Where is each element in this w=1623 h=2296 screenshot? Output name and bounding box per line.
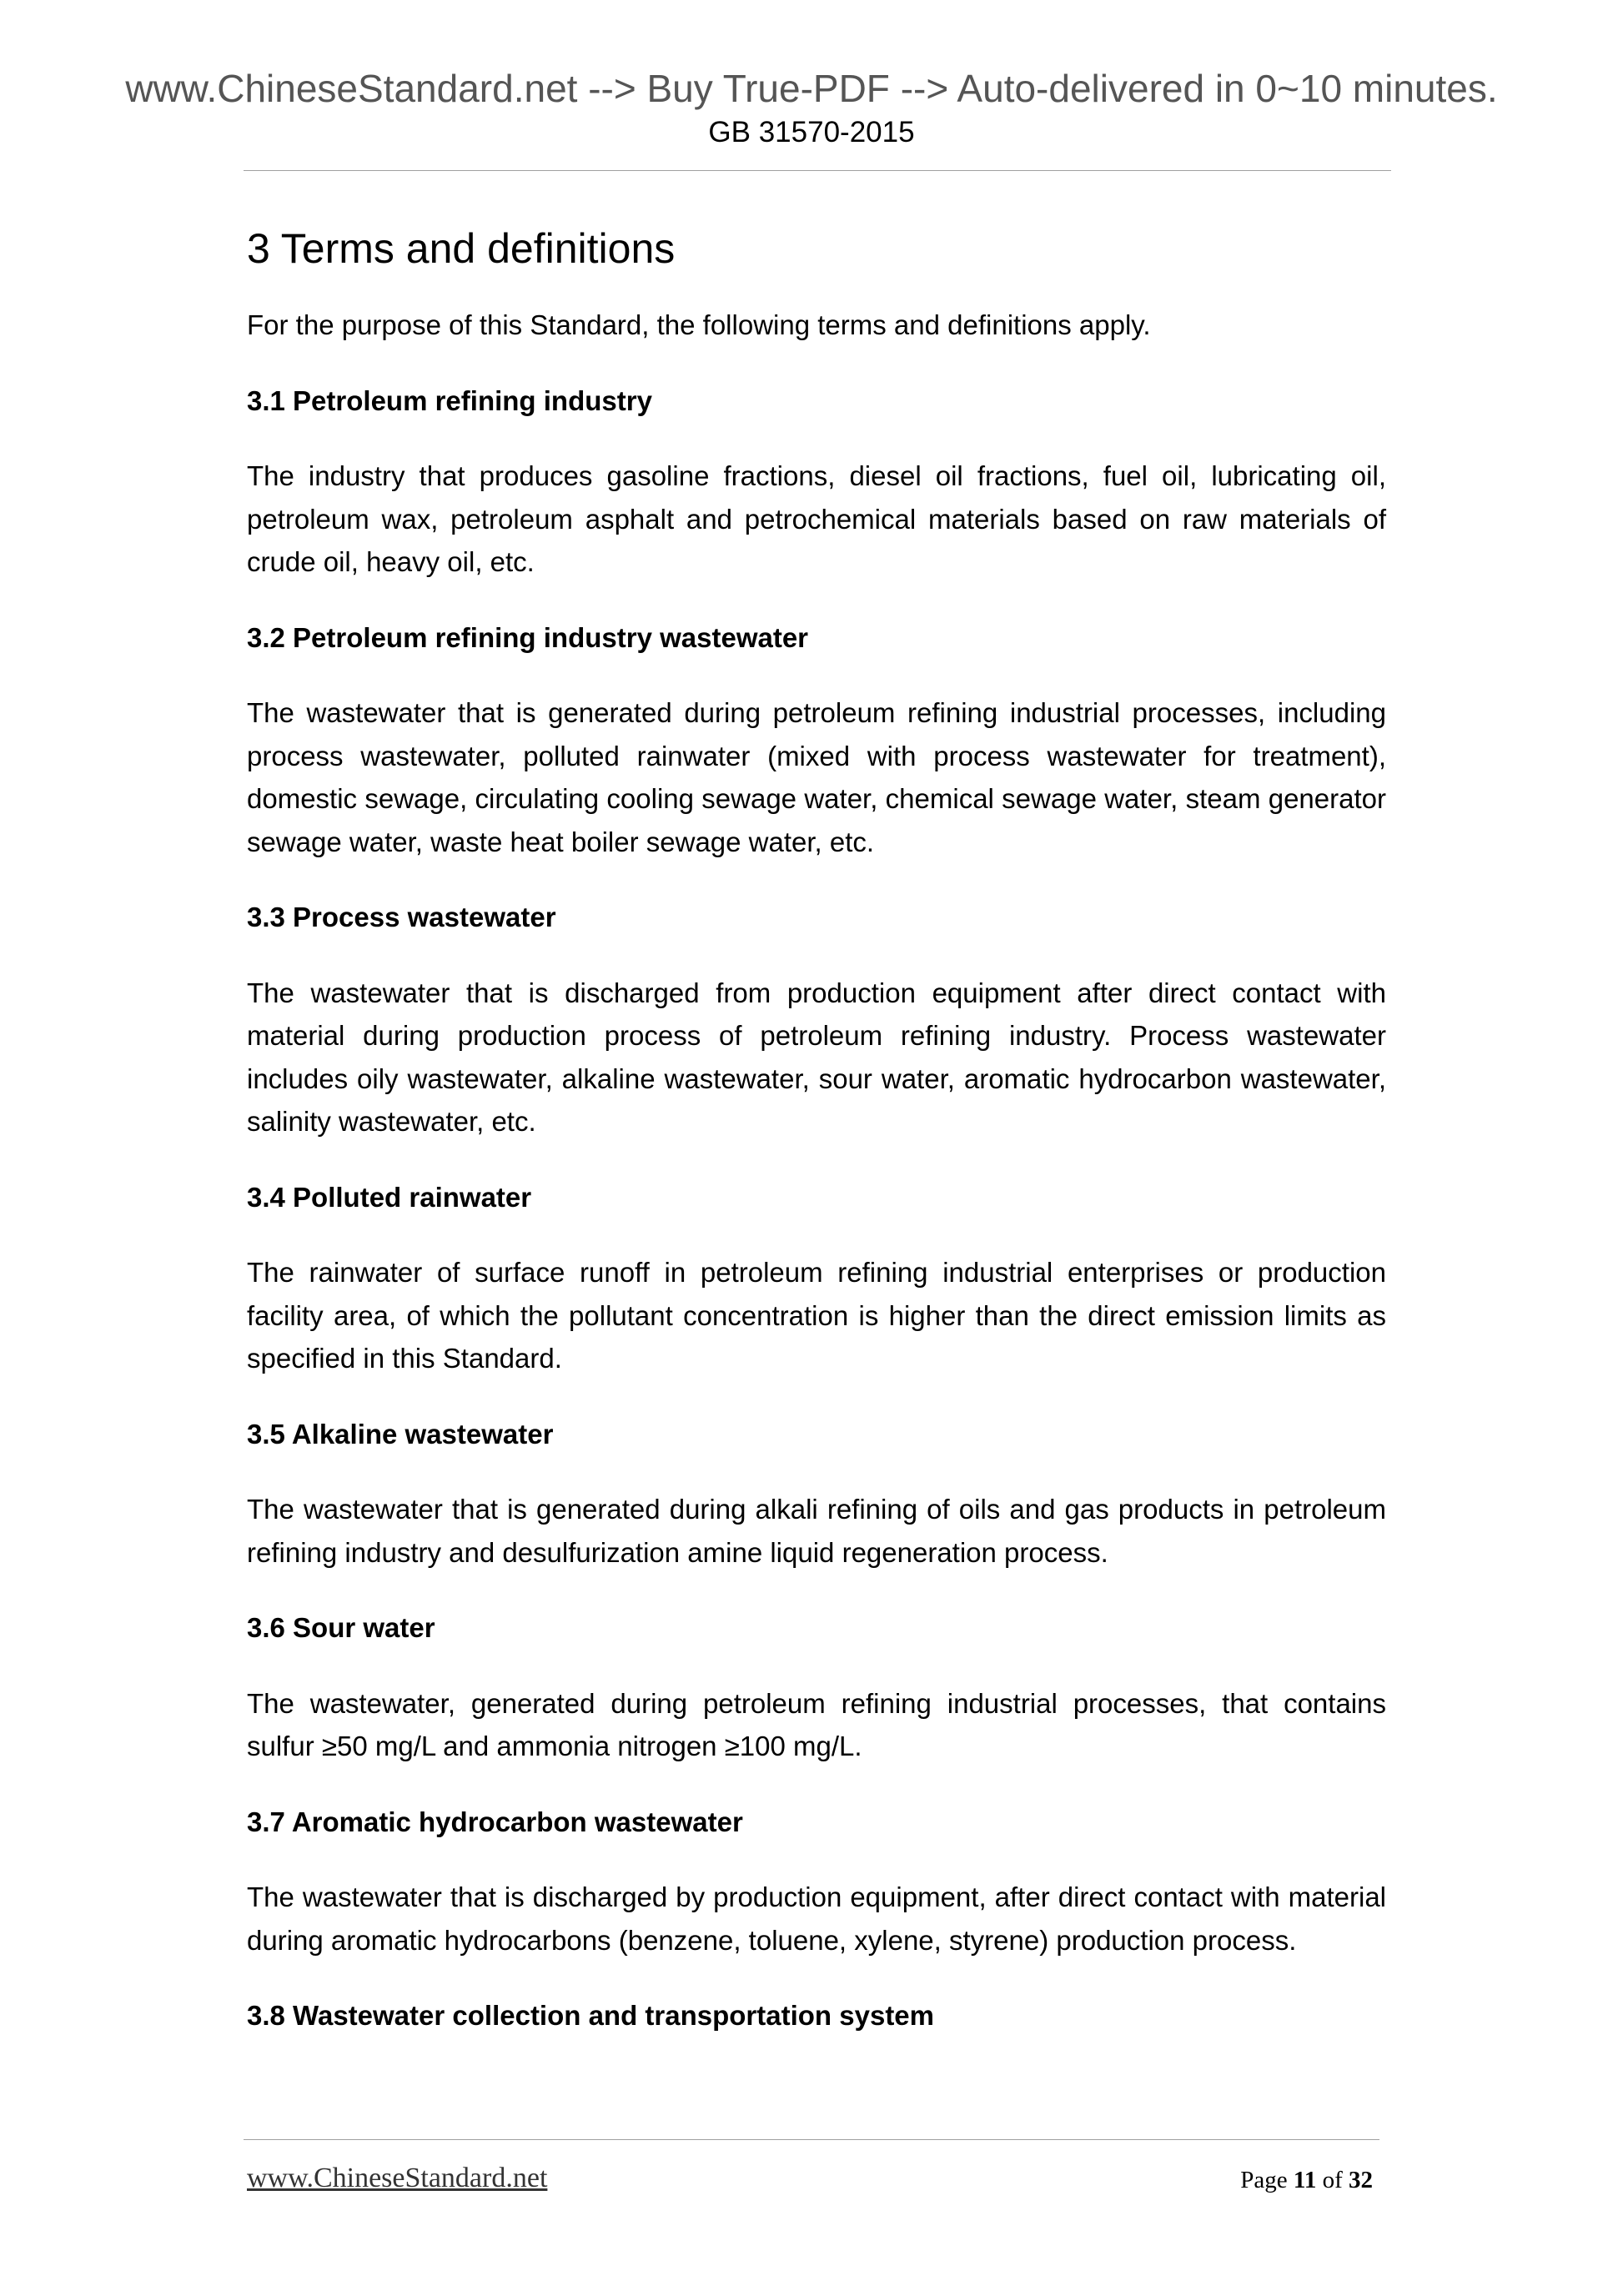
header-divider <box>244 170 1391 171</box>
term-definition-3-3: The wastewater that is discharged from production equipment after direct contact with material during production process of petroleum refining industry. Process wastewater includes oily wastewater, alkaline wastewater, sour water, aromatic hydrocarbon wastewater, salinity wastewater, etc. <box>247 977 1386 1137</box>
term-definition-3-4: The rainwater of surface runoff in petroleum refining industrial enterprises or production facility area, of which the pollutant concentration is higher than the direct emission limits as specified in this Standard. <box>247 1257 1386 1374</box>
term-title-3-8: 3.8 Wastewater collection and transportation system <box>247 2000 935 2031</box>
term-definition-3-5: The wastewater that is generated during alkali refining of oils and gas products in petroleum refining industry and desulfurization amine liquid regeneration process. <box>247 1494 1386 1568</box>
term-title-3-5: 3.5 Alkaline wastewater <box>247 1418 554 1449</box>
term-title-3-7: 3.7 Aromatic hydrocarbon wastewater <box>247 1806 743 1837</box>
footer-divider <box>244 2139 1379 2140</box>
page-label: Page <box>1240 2167 1288 2193</box>
term-title-3-4: 3.4 Polluted rainwater <box>247 1181 532 1213</box>
section-intro: For the purpose of this Standard, the following terms and definitions apply. <box>247 309 1151 340</box>
document-code: GB 31570-2015 <box>708 116 915 148</box>
page-total: 32 <box>1349 2167 1373 2193</box>
term-definition-3-6: The wastewater, generated during petroleum refining industrial processes, that contains sulfur ≥50 mg/L and ammonia nitrogen ≥100 mg/L. <box>247 1687 1386 1761</box>
section-heading: 3 Terms and definitions <box>247 225 676 272</box>
term-definition-3-2: The wastewater that is generated during petroleum refining industrial processes, including process wastewater, polluted rainwater (mixed with process wastewater for treatment), domestic sewage, circulating cooling sewage water, chemical sewage water, steam generator sewage water, waste heat boiler sewage water, etc. <box>247 697 1386 857</box>
footer-website-link[interactable]: www.ChineseStandard.net <box>247 2163 548 2193</box>
term-title-3-6: 3.6 Sour water <box>247 1612 435 1643</box>
page-content <box>247 215 1386 2070</box>
page-number <box>1240 2165 1373 2195</box>
term-title-3-2: 3.2 Petroleum refining industry wastewater <box>247 621 809 653</box>
header-banner: www.ChineseStandard.net --> Buy True-PDF --> Auto-delivered in 0~10 minutes. <box>125 67 1498 110</box>
page-current: 11 <box>1293 2167 1317 2193</box>
term-title-3-1: 3.1 Petroleum refining industry <box>247 384 652 416</box>
page-of-label: of <box>1322 2167 1343 2193</box>
term-title-3-3: 3.3 Process wastewater <box>247 902 556 932</box>
term-definition-3-7: The wastewater that is discharged by production equipment, after direct contact with material during aromatic hydrocarbons (benzene, toluene, xylene, styrene) production process. <box>247 1882 1386 1956</box>
term-definition-3-1: The industry that produces gasoline fractions, diesel oil fractions, fuel oil, lubricating oil, petroleum wax, petroleum asphalt and petrochemical materials based on raw materials of crude oil, heavy oil, etc. <box>247 460 1386 577</box>
